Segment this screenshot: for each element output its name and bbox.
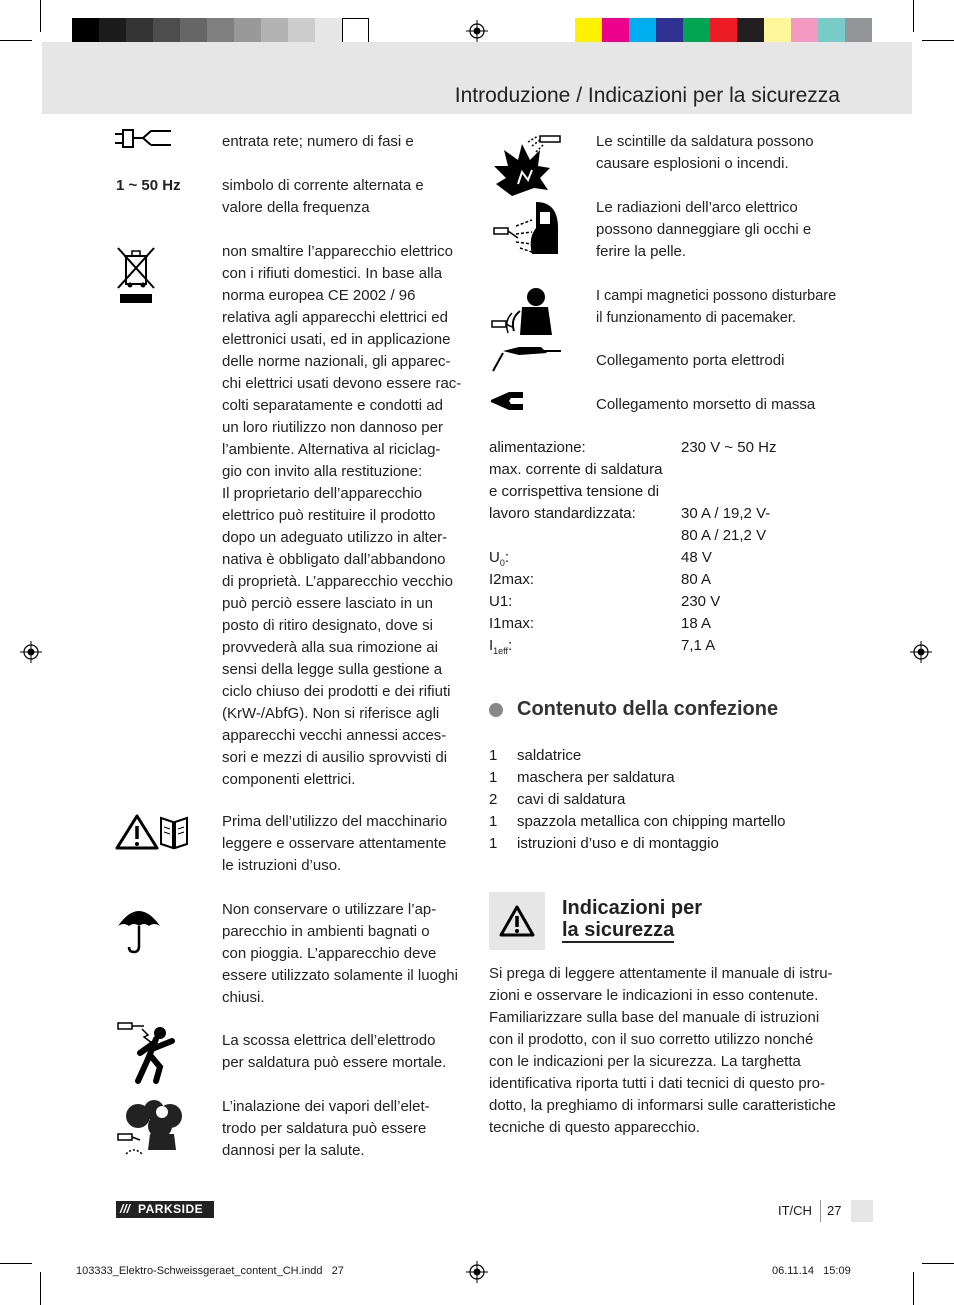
spec-value: 80 A xyxy=(681,571,712,588)
text-line: elettrico può restituire il prodotto xyxy=(222,507,436,524)
text-line: essere utilizzato solamente il luoghi xyxy=(222,967,458,984)
spec-label xyxy=(489,569,534,591)
gray-swatch xyxy=(99,18,126,45)
list-item xyxy=(489,789,625,811)
text-line: elettronici usati, ed in applicazione xyxy=(222,331,451,348)
text-line: dotto, la preghiamo di informarsi sulle caratteristiche xyxy=(489,1097,836,1114)
color-swatch xyxy=(575,18,602,45)
text-line: chiusi. xyxy=(222,989,265,1006)
crop-mark xyxy=(40,1272,41,1305)
text-line: causare esplosioni o incendi. xyxy=(596,155,789,172)
color-swatch xyxy=(764,18,791,45)
color-swatch xyxy=(710,18,737,45)
gray-swatch xyxy=(342,18,369,45)
text-line: chi elettrici usati devono essere rac- xyxy=(222,375,462,392)
warning-triangle-icon xyxy=(499,905,535,937)
safety-heading-line1: Indicazioni per xyxy=(562,897,703,919)
weee-text xyxy=(222,241,461,791)
spec-value: 30 A / 19,2 V- xyxy=(681,505,771,522)
ground-clamp-text: Collegamento morsetto di massa xyxy=(596,396,816,413)
explosion-sparks-icon xyxy=(492,132,564,202)
text-line: con le indicazioni per la sicurezza. La targhetta xyxy=(489,1053,801,1070)
plug-icon xyxy=(115,127,171,151)
spec-value: 80 A / 21,2 V xyxy=(681,527,767,544)
spec-label xyxy=(489,503,636,525)
crop-mark xyxy=(0,40,32,41)
text-line: apparecchi vecchi annessi acces- xyxy=(222,727,447,744)
crossed-bin-icon xyxy=(116,244,156,306)
text-line: parecchio in ambienti bagnati o xyxy=(222,923,430,940)
umbrella-icon xyxy=(116,902,162,954)
text-line: di proprietà. L’apparecchio vecchio xyxy=(222,573,453,590)
text-line: (KrW-/AbfG). Non si riferisce agli xyxy=(222,705,440,722)
list-item xyxy=(489,767,675,789)
list-item-qty: 1 xyxy=(489,747,498,764)
spec-label xyxy=(489,635,512,662)
read-manual-icon xyxy=(159,814,189,850)
electrode-holder-icon xyxy=(489,343,561,373)
spec-label-text: I2max: xyxy=(489,571,535,588)
rain-text xyxy=(222,899,458,1009)
registration-mark-icon xyxy=(466,20,488,42)
list-item-qty: 1 xyxy=(489,769,498,786)
list-item-qty: 2 xyxy=(489,791,498,808)
list-item-text: maschera per saldatura xyxy=(517,769,675,786)
color-swatch xyxy=(818,18,845,45)
color-swatch xyxy=(656,18,683,45)
color-swatch xyxy=(683,18,710,45)
list-item-qty: 1 xyxy=(489,813,498,830)
text-line: possono danneggiare gli occhi e xyxy=(596,221,812,238)
welding-radiation-icon xyxy=(492,198,564,258)
text-line: delle norme nazionali, gli apparec- xyxy=(222,353,451,370)
crop-mark xyxy=(913,0,914,32)
electrode-holder-text: Collegamento porta elettrodi xyxy=(596,352,785,369)
magnetic-field-icon xyxy=(490,285,560,345)
gray-swatch xyxy=(72,18,99,45)
color-swatch xyxy=(629,18,656,45)
brand-stripes: /// xyxy=(120,1202,131,1216)
spec-label-subscript: 1eff xyxy=(493,646,509,656)
spec-label-text: alimentazione: xyxy=(489,439,586,456)
sparks-text xyxy=(596,131,814,175)
radiation-text xyxy=(596,197,811,263)
text-line: le istruzioni d’uso. xyxy=(222,857,342,874)
text-line: tecniche di questo apparecchio. xyxy=(489,1119,700,1136)
safety-heading-line2: la sicurezza xyxy=(562,919,675,941)
text-line: Prima dell’utilizzo del macchinario xyxy=(222,813,448,830)
text-line: gio con invito alla restituzione: xyxy=(222,463,423,480)
text-line: il funzionamento di pacemaker. xyxy=(596,310,796,326)
spec-value: 230 V xyxy=(681,593,721,610)
gray-swatch xyxy=(234,18,261,45)
text-line: La scossa elettrica dell’elettrodo xyxy=(222,1032,436,1049)
text-line: provvederà alla sua rimozione ai xyxy=(222,639,438,656)
ground-clamp-icon xyxy=(489,390,525,414)
footer-divider xyxy=(820,1200,821,1222)
page-tab xyxy=(851,1200,873,1222)
text-line: Non conservare o utilizzare l’ap- xyxy=(222,901,437,918)
text-line: valore della frequenza xyxy=(222,199,370,216)
magnetic-text xyxy=(596,285,836,329)
ac-symbol-label: 1 ~ 50 Hz xyxy=(116,177,181,194)
text-line: colti separatamente e condotti ad xyxy=(222,397,443,414)
text-line: sensi della legge sulla gestione a xyxy=(222,661,443,678)
text-line: dopo un adeguato utilizzo in alter- xyxy=(222,529,448,546)
warning-box xyxy=(489,892,545,950)
list-item xyxy=(489,811,785,833)
text-line: nativa è obbligato dall’abbandono xyxy=(222,551,446,568)
text-line: zioni e osservare le indicazioni in esso contenute. xyxy=(489,987,819,1004)
gray-swatch xyxy=(207,18,234,45)
spec-label-text: I xyxy=(489,637,494,654)
bullet-dot xyxy=(489,703,503,717)
spec-label-text: U1: xyxy=(489,593,513,610)
spec-label xyxy=(489,613,534,635)
spec-value: 7,1 A xyxy=(681,637,716,654)
toxic-fumes-icon xyxy=(116,1100,188,1164)
crop-mark xyxy=(0,1263,32,1264)
list-item-text: cavi di saldatura xyxy=(517,791,626,808)
list-item-qty: 1 xyxy=(489,835,498,852)
shock-text xyxy=(222,1030,446,1074)
ac-text xyxy=(222,175,424,219)
text-line: identificativa riporta tutti i dati tecnici di questo pro- xyxy=(489,1075,825,1092)
spec-label-suffix: : xyxy=(504,549,510,566)
safety-text xyxy=(489,963,836,1139)
color-swatch xyxy=(791,18,818,45)
mains-text: entrata rete; numero di fasi e xyxy=(222,133,414,150)
text-line: simbolo di corrente alternata e xyxy=(222,177,424,194)
text-line: con il prodotto, con il suo corretto utilizzo nonché xyxy=(489,1031,814,1048)
registration-mark-icon xyxy=(466,1261,488,1283)
crop-mark xyxy=(40,0,41,32)
text-line: Familiarizzare sulla base del manuale di istruzioni xyxy=(489,1009,820,1026)
warning-triangle-icon xyxy=(115,814,159,850)
list-item-text: saldatrice xyxy=(517,747,582,764)
text-line: Si prega di leggere attentamente il manuale di istru- xyxy=(489,965,833,982)
color-swatch xyxy=(845,18,872,45)
text-line: dannosi per la salute. xyxy=(222,1142,365,1159)
text-line: relativa agli apparecchi elettrici ed xyxy=(222,309,448,326)
spec-label-text: e corrispettiva tensione di xyxy=(489,483,660,500)
text-line: con i rifiuti domestici. In base alla xyxy=(222,265,443,282)
list-item-text: istruzioni d’uso e di montaggio xyxy=(517,835,719,852)
spec-label-suffix: : xyxy=(508,637,513,654)
crop-mark xyxy=(922,40,954,41)
spec-label xyxy=(489,591,512,613)
text-line: l’ambiente. Alternativa al riciclag- xyxy=(222,441,441,458)
gray-swatch xyxy=(126,18,153,45)
crop-mark xyxy=(913,1272,914,1305)
registration-mark-icon xyxy=(20,641,42,663)
text-line: L’inalazione dei vapori dell’elet- xyxy=(222,1098,430,1115)
text-line: Le radiazioni dell’arco elettrico xyxy=(596,199,798,216)
manual-text xyxy=(222,811,447,877)
gray-swatch xyxy=(180,18,207,45)
text-line: per saldatura può essere mortale. xyxy=(222,1054,447,1071)
text-line: componenti elettrici. xyxy=(222,771,356,788)
crop-mark xyxy=(922,1263,954,1264)
spec-label xyxy=(489,459,662,481)
spec-label-text: max. corrente di saldatura xyxy=(489,461,663,478)
gray-swatch xyxy=(288,18,315,45)
spec-label-text: U xyxy=(489,549,500,566)
text-line: ciclo chiuso dei prodotti e dei rifiuti xyxy=(222,683,451,700)
slug-date: 06.11.14 15:09 xyxy=(772,1265,851,1277)
color-swatch xyxy=(602,18,629,45)
text-line: Il proprietario dell’apparecchio xyxy=(222,485,423,502)
spec-label xyxy=(489,481,659,503)
spec-value: 48 V xyxy=(681,549,712,566)
electric-shock-icon xyxy=(116,1021,186,1085)
color-swatch xyxy=(737,18,764,45)
text-line: con pioggia. L’apparecchio deve xyxy=(222,945,437,962)
spec-label-text: I1max: xyxy=(489,615,535,632)
contents-heading: Contenuto della confezione xyxy=(517,698,779,720)
text-line: norma europea CE 2002 / 96 xyxy=(222,287,416,304)
slug-file: 103333_Elektro-Schweissgeraet_content_CH.indd 27 xyxy=(76,1265,344,1277)
text-line: può perciò essere lasciato in un xyxy=(222,595,433,612)
brand-logo xyxy=(116,1201,214,1218)
spec-label-subscript: 0 xyxy=(499,558,505,568)
spec-label xyxy=(489,437,586,459)
text-line: ferire la pelle. xyxy=(596,243,687,260)
gray-swatch xyxy=(153,18,180,45)
gray-swatch xyxy=(315,18,342,45)
registration-mark-icon xyxy=(910,641,932,663)
list-item-text: spazzola metallica con chipping martello xyxy=(517,813,786,830)
spec-value: 230 V ~ 50 Hz xyxy=(681,439,777,456)
spec-label-text: lavoro standardizzata: xyxy=(489,505,636,522)
text-line: non smaltire l’apparecchio elettrico xyxy=(222,243,453,260)
text-line: I campi magnetici possono disturbare xyxy=(596,288,837,304)
page-number: 27 xyxy=(827,1203,842,1218)
brand-name: PARKSIDE xyxy=(138,1202,204,1216)
text-line: posto di ritiro designato, dove si xyxy=(222,617,433,634)
gray-swatch xyxy=(261,18,288,45)
text-line: un loro riutilizzo non dannoso per xyxy=(222,419,443,436)
list-item xyxy=(489,745,581,767)
locale-label: IT/CH xyxy=(778,1203,812,1218)
text-line: sori e mezzi di ausilio sprovvisti di xyxy=(222,749,448,766)
text-line: trodo per saldatura può essere xyxy=(222,1120,427,1137)
text-line: leggere e osservare attentamente xyxy=(222,835,447,852)
fumes-text xyxy=(222,1096,430,1162)
text-line: Le scintille da saldatura possono xyxy=(596,133,814,150)
page-title: Introduzione / Indicazioni per la sicurezza xyxy=(454,84,840,107)
spec-value: 18 A xyxy=(681,615,712,632)
list-item xyxy=(489,833,719,855)
